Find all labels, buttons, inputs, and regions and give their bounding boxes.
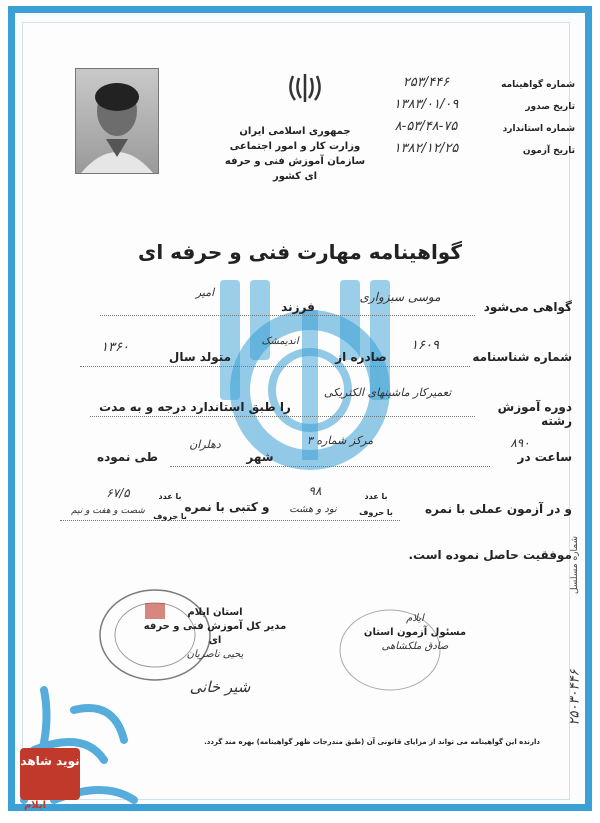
footer-note: دارنده این گواهینامه می تواند از مزایای قانونی آن (طبق مندرجات ظهر گواهینامه) بهره مند گردد. bbox=[204, 738, 540, 746]
cert-no-label: شماره گواهینامه bbox=[501, 80, 575, 90]
exam-date-value: ۱۳۸۲/۱۲/۲۵ bbox=[393, 141, 459, 156]
father-name: امیر bbox=[195, 286, 215, 299]
issued-from-value: اندیمشک bbox=[261, 336, 299, 347]
brand-logo-text: نوید شاهد bbox=[20, 754, 80, 768]
standard-no-label: شماره استاندارد bbox=[502, 124, 575, 134]
certificate-title: گواهینامه مهارت فنی و حرفه ای bbox=[138, 240, 462, 264]
brand-logo bbox=[20, 748, 80, 800]
child-of-label: فرزند bbox=[281, 300, 315, 314]
standard-no-value: ۸-۵۳/۴۸-۷۵ bbox=[394, 119, 458, 134]
issue-date-label: تاریخ صدور bbox=[525, 102, 575, 112]
exam-label: و در آزمون عملی با نمره bbox=[424, 502, 572, 516]
row4-line bbox=[170, 466, 490, 467]
row2-line bbox=[80, 366, 470, 367]
serial-number-wrap bbox=[535, 669, 600, 726]
practical-score-words: نود و هشت bbox=[289, 504, 337, 515]
left-signature-scrawl: شیر خانی bbox=[189, 678, 251, 696]
id-label: شماره شناسنامه bbox=[472, 350, 572, 364]
issue-date-value: ۱۳۸۳/۰۱/۰۹ bbox=[393, 97, 459, 112]
brand-city: ایلام bbox=[23, 800, 47, 811]
holder-name: موسی سبزواری bbox=[359, 290, 441, 304]
completed-label: طی نموده bbox=[97, 450, 158, 464]
right-name: صادق ملکشاهی bbox=[381, 641, 449, 652]
organization-name: سازمان آموزش فنی و حرفه ای کشور bbox=[224, 156, 366, 182]
row3-line bbox=[90, 416, 475, 417]
republic-name: جمهوری اسلامی ایران bbox=[239, 126, 351, 137]
practical-score: ۹۸ bbox=[308, 484, 322, 498]
right-title: مسئول آزمون استان bbox=[363, 627, 467, 638]
issued-from-label: صادره از bbox=[335, 350, 387, 364]
born-label: متولد سال bbox=[168, 350, 232, 364]
birth-year: ۱۳۶۰ bbox=[101, 340, 129, 355]
success-statement: موفقیت حاصل نموده است. bbox=[408, 548, 572, 562]
id-number: ۱۶۰۹ bbox=[411, 338, 439, 353]
portrait-icon bbox=[76, 69, 158, 173]
left-title: مدیر کل آموزش فنی و حرفه ای bbox=[143, 621, 287, 646]
hours-label: ساعت در bbox=[517, 450, 572, 464]
practical-letters-label: با حروف bbox=[359, 508, 393, 517]
written-digits-label: با عدد bbox=[158, 492, 182, 501]
written-score-words: شصت و هفت و نیم bbox=[71, 506, 145, 516]
right-province: ایلام bbox=[406, 613, 424, 624]
holder-photo bbox=[75, 68, 159, 174]
standard-label: را طبق استاندارد درجه و به مدت bbox=[99, 400, 291, 414]
serial-label: شماره مسلسل bbox=[570, 535, 580, 595]
serial-label-wrap bbox=[545, 535, 600, 595]
row5-line bbox=[60, 520, 400, 521]
written-label: و کتبی با نمره bbox=[184, 500, 270, 514]
header-block bbox=[220, 124, 370, 184]
written-letters-label: با حروف bbox=[153, 512, 187, 521]
practical-digits-label: با عدد bbox=[364, 492, 388, 501]
course-name: تعمیرکار ماشینهای الکتریکی bbox=[323, 386, 452, 399]
certify-label: گواهی می‌شود bbox=[483, 300, 572, 314]
meta-labels bbox=[495, 74, 575, 162]
left-province: استان ایلام bbox=[187, 607, 243, 618]
center-name: مرکز شماره ۳ bbox=[306, 434, 374, 447]
hours-value: ۸۹۰ bbox=[510, 436, 530, 450]
serial-number: ۲۵۰۳۰۴۴۶ bbox=[567, 669, 583, 726]
written-score: ۶۷/۵ bbox=[106, 486, 130, 500]
course-label: دوره آموزش رشته bbox=[497, 400, 572, 428]
meta-values bbox=[360, 72, 492, 160]
cert-no-value: ۲۵۳/۴۴۶ bbox=[402, 75, 450, 90]
iran-emblem-icon bbox=[285, 70, 325, 106]
row1-line bbox=[100, 315, 475, 316]
ministry-name: وزارت کار و امور اجتماعی bbox=[229, 141, 361, 152]
right-signature-block bbox=[340, 612, 490, 654]
city-value: دهلران bbox=[189, 438, 221, 451]
left-name: یحیی ناصریان bbox=[186, 649, 244, 660]
exam-date-label: تاریخ آزمون bbox=[522, 146, 575, 156]
city-label: شهر bbox=[246, 450, 274, 464]
